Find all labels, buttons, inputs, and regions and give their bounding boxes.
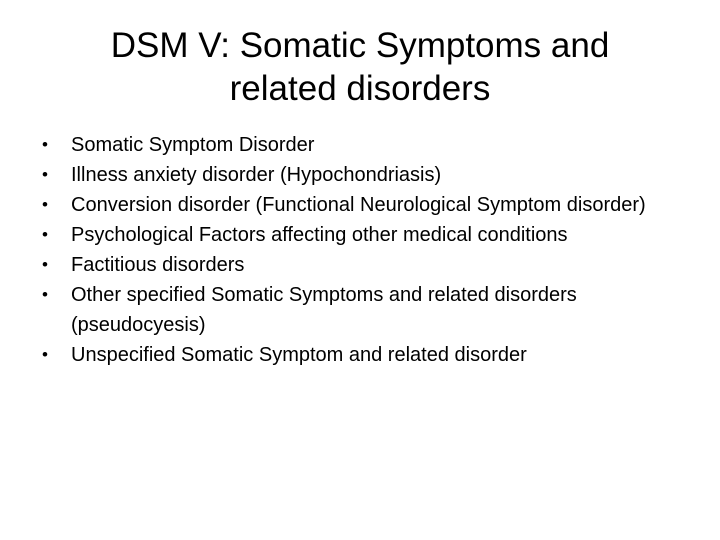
- slide-title-line-1: DSM V: Somatic Symptoms and: [110, 26, 610, 65]
- bullet-item-illness-anxiety-disorder: [40, 160, 700, 190]
- bullet-icon: •: [42, 345, 48, 364]
- bullet-item-factitious-disorders: [40, 250, 700, 280]
- bullet-item-somatic-symptom-disorder: [40, 130, 700, 160]
- bullet-text: Illness anxiety disorder (Hypochondriasis): [71, 164, 442, 186]
- bullet-icon: •: [42, 165, 48, 184]
- bullet-icon: •: [42, 285, 48, 304]
- bullet-list: [40, 130, 700, 370]
- bullet-text: Conversion disorder (Functional Neurological Symptom disorder): [71, 194, 646, 216]
- bullet-icon: •: [42, 195, 48, 214]
- bullet-text: Factitious disorders: [71, 254, 245, 276]
- bullet-item-conversion-disorder: [40, 190, 700, 220]
- bullet-item-other-specified: [40, 280, 700, 340]
- bullet-text: Somatic Symptom Disorder: [71, 134, 315, 156]
- bullet-text: Psychological Factors affecting other medical conditions: [71, 224, 568, 246]
- slide-title-line-2: related disorders: [229, 69, 491, 108]
- bullet-icon: •: [42, 135, 48, 154]
- bullet-item-unspecified: [40, 340, 700, 370]
- bullet-item-psychological-factors: [40, 220, 700, 250]
- bullet-text: Other specified Somatic Symptoms and related disorders (pseudocyesis): [71, 284, 577, 336]
- slide-title: [40, 24, 680, 110]
- bullet-icon: •: [42, 255, 48, 274]
- bullet-icon: •: [42, 225, 48, 244]
- bullet-text: Unspecified Somatic Symptom and related disorder: [71, 344, 527, 366]
